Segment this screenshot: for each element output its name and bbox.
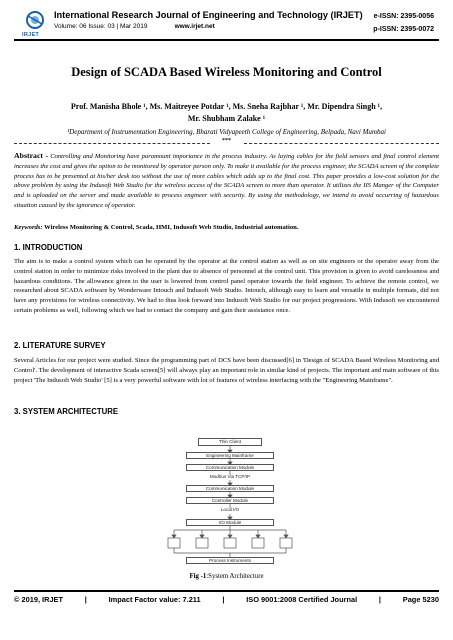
authors-line-2: Mr. Shubham Zalake ¹ bbox=[187, 114, 266, 123]
footer-separator-3: | bbox=[378, 595, 381, 604]
system-architecture-diagram bbox=[160, 437, 300, 570]
issn-block bbox=[373, 10, 434, 36]
keywords-text: Wireless Monitoring & Control, Scada, HMI, Indusoft Web Studio, Industrial automation. bbox=[44, 224, 299, 231]
modbus-label: Modbus Via TCP/IP bbox=[209, 474, 251, 479]
separator-line-right bbox=[244, 143, 440, 144]
page-footer bbox=[14, 595, 439, 604]
separator-line-left bbox=[14, 143, 210, 144]
figure-caption-text: :System Architecture bbox=[206, 573, 264, 580]
abstract bbox=[14, 151, 439, 211]
engineering-mainframe-box: Engineering Mainframe bbox=[186, 452, 274, 459]
literature-survey-paragraph: Several Articles for our project were studied. Since the programming part of DCS have been discussed[6] in 'Design of SCADA Based Wireless Monitoring and Control'. The development of interactive Scada screen[5] will always play an important role in similar kind of projects. The important and main software of this project 'The Indusoft Web Studio' [5] is a very powerful software with lot of features of wireless interfacing with the "Engineering Mainframe". bbox=[14, 357, 439, 384]
logo-text: IRJET bbox=[22, 32, 40, 38]
footer-iso: ISO 9001:2008 Certified Journal bbox=[246, 595, 358, 604]
communication-module-box-2: Communication Module bbox=[186, 485, 274, 492]
footer-separator-1: | bbox=[84, 595, 87, 604]
communication-module-box-1: Communication Module bbox=[186, 464, 274, 471]
controller-module-box: Controller Module bbox=[186, 497, 274, 504]
footer-copyright: © 2019, IRJET bbox=[14, 595, 63, 604]
local-io-label: Local I/O bbox=[220, 507, 240, 512]
thin-client-box: Thin Client bbox=[198, 438, 262, 446]
figure-caption-label: Fig -1 bbox=[189, 573, 207, 580]
p-issn: p-ISSN: 2395-0072 bbox=[373, 26, 434, 33]
footer-divider bbox=[14, 590, 439, 592]
authors-line-1: Prof. Manisha Bhole ¹, Ms. Maitreyee Potdar ¹, Ms. Sneha Rajbhar ¹, Mr. Dipendra Singh ¹, bbox=[70, 102, 383, 111]
figure-caption bbox=[14, 573, 439, 580]
footer-impact-factor: Impact Factor value: 7.211 bbox=[108, 595, 201, 604]
keywords-label: Keywords: bbox=[14, 224, 43, 231]
e-issn: e-ISSN: 2395-0056 bbox=[373, 13, 434, 20]
keywords bbox=[14, 223, 439, 233]
separator bbox=[14, 140, 439, 146]
volume-issue: Volume: 06 Issue: 03 | Mar 2019 bbox=[54, 23, 148, 30]
section-heading-introduction: 1. INTRODUCTION bbox=[14, 243, 83, 252]
journal-title: International Research Journal of Engineering and Technology (IRJET) bbox=[54, 10, 363, 20]
io-module-box: I/O Module bbox=[186, 519, 274, 526]
affiliation: ¹Department of Instrumentation Engineering, Bharati Vidyapeeth College of Engineering, Belpada, Navi Mumbai bbox=[67, 128, 386, 136]
journal-header bbox=[22, 10, 434, 38]
author-list bbox=[30, 101, 423, 125]
volume-info bbox=[54, 23, 215, 30]
section-heading-literature-survey: 2. LITERATURE SURVEY bbox=[14, 341, 106, 350]
separator-stars: *** bbox=[222, 138, 231, 144]
header-divider bbox=[14, 39, 439, 41]
section-heading-system-architecture: 3. SYSTEM ARCHITECTURE bbox=[14, 407, 119, 416]
process-instruments-box: Process Instruments bbox=[186, 557, 274, 564]
website-link[interactable]: www.irjet.net bbox=[174, 23, 215, 30]
footer-page-number: Page 5230 bbox=[402, 595, 439, 604]
abstract-label: Abstract - bbox=[14, 151, 49, 160]
introduction-paragraph: The aim is to make a control system which can be operated by the operator at the control station as well as on site engineers or the operator away from the control station in order to minimize risks involved in the plant due to absence of personnel at the control unit. This provision is given to avoid carelessness and hazardous conditions. The allowance given to the user is lowered from control panel operator towards the field engineer. To achieve the remote control, we researched about SCADA software by Wonderware Intouch and Indusoft Web Studio. Intouch, although easy to learn and versatile in multiple formats, did not have any provisions for wireless connectivity. We had to thus look forward into Indusoft Web Studio for our project progressions. With Indusoft we encountered certain problems as well, following which we had to contact the company and gain their assistance once. bbox=[14, 258, 439, 314]
abstract-text: Controlling and Monitoring have paramount importance in the process industry. As laying cables for the field sensors and final control element increases the cost and gives the option to be monitored by operator person only. To make it available for the process engineer, the SCADA screen of the complete process has to be presented at his/her desk too without the use of more cables which adds up to the final cost. This paper provides a low-cost solution for the above problem by using the Indusoft Web Studio for the wireless access of the SCADA screen to more than operator. It utilizes the IIS Manger of the Computer and is uploaded on the server and made available to process engineer with security. By using the methodology, we intend to avoid occurring of hazardous situation caused by the ignorance of operator. bbox=[14, 153, 440, 209]
footer-separator-2: | bbox=[222, 595, 225, 604]
paper-title: Design of SCADA Based Wireless Monitoring and Control bbox=[71, 65, 382, 79]
